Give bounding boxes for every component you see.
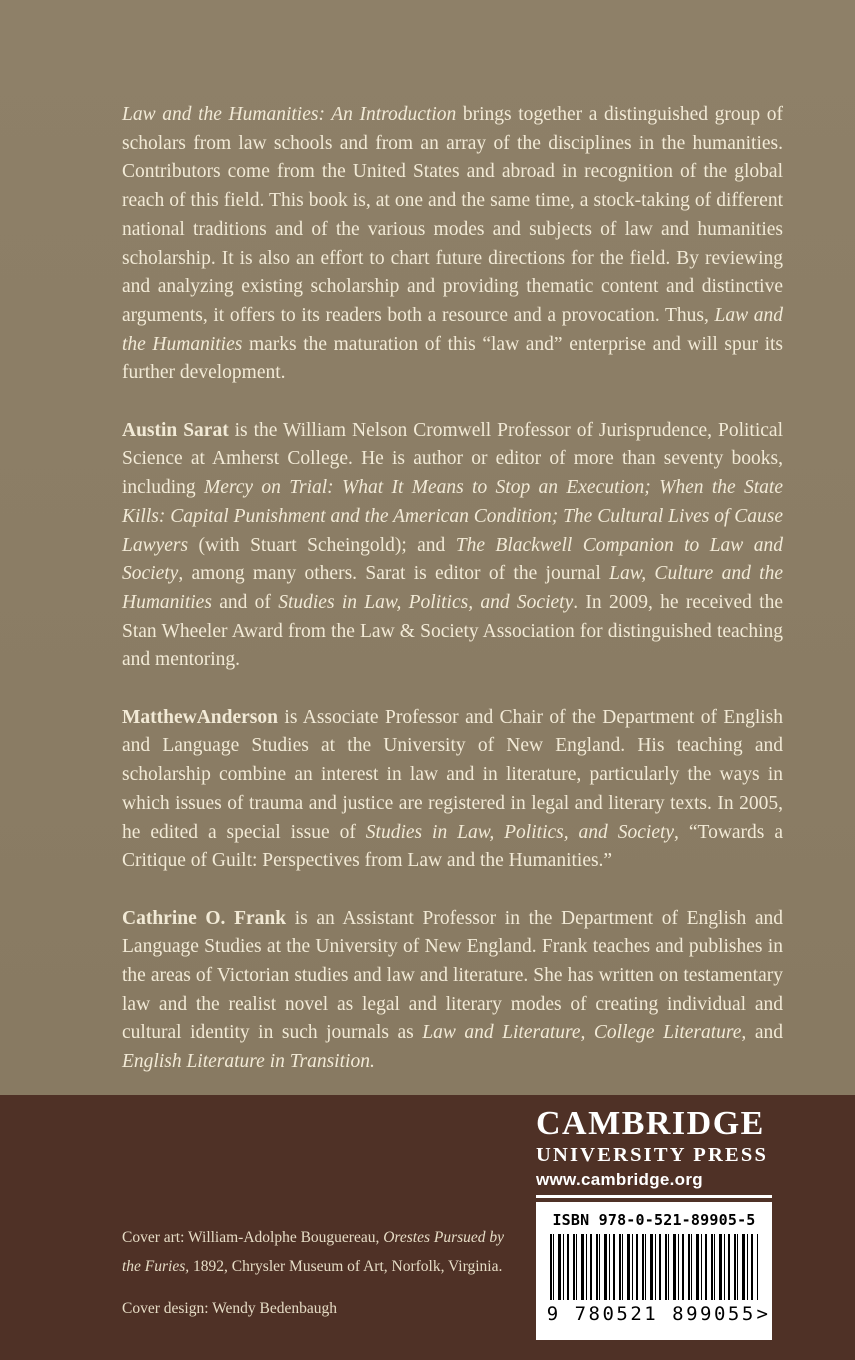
author-bio-sarat: Austin Sarat is the William Nelson Cromwell Professor of Jurisprudence, Political Science at Amherst College. He is author or editor of more than seventy books, including Mercy on Trial: What It Means to Stop an Execution; When the State Kills: Capital Punishment and the American Condition; The Cultural Lives of Cause Lawyers (with Stuart Scheingold); and The Blackwell Companion to Law and Society, among many others. Sarat is editor of the journal Law, Culture and the Humanities and of Studies in Law, Politics, and Society. In 2009, he received the Stan Wheeler Award from the Law & Society Association for distinguished teaching and mentoring. [122,419,784,671]
isbn-barcode-box [536,1202,772,1340]
barcode-graphic [550,1234,758,1300]
isbn-label: ISBN 978-0-521-89905-5 [552,1210,756,1229]
barcode-chevron: > [756,1302,768,1325]
back-cover-text-block [122,0,783,1106]
publisher-subtitle: UNIVERSITY PRESS [536,1143,769,1166]
author-bio-anderson: MatthewAnderson is Associate Professor and Chair of the Department of English and Language Studies at the University of New England. His teaching and scholarship combine an interest in law and in literature, particularly the ways in which issues of trauma and justice are registered in legal and literary texts. In 2005, he edited a special issue of Studies in Law, Politics, and Society, “Towards a Critique of Guilt: Perspectives from Law and the Humanities.” [122,706,783,872]
author-bio-frank: Cathrine O. Frank is an Assistant Professor in the Department of English and Language Studies at the University of New England. Frank teaches and publishes in the areas of Victorian studies and law and literature. She has written on testamentary law and the realist novel as legal and literary modes of creating individual and cultural identity in such journals as Law and Literature, College Literature, and English Literature in Transition. [122,907,783,1073]
publisher-band [0,1095,855,1360]
publisher-url: www.cambridge.org [536,1169,703,1189]
divider-rule [536,1195,772,1198]
isbn-digits: 9 780521 899055 [546,1302,756,1325]
synopsis-paragraph: Law and the Humanities: An Introduction brings together a distinguished group of scholars from law schools and from an array of the disciplines in the humanities. Contributors come from the United States and abroad in recognition of the global reach of this field. This book is, at one and the same time, a stock-taking of different national traditions and of the various modes and subjects of law and humanities scholarship. It is also an effort to chart future directions for the field. By reviewing and analyzing existing scholarship and providing thematic content and distinctive arguments, it offers to its readers both a resource and a provocation. Thus, Law and the Humanities marks the maturation of this “law and” enterprise and will spur its further development. [122,104,783,384]
isbn-digits-row [536,1303,772,1325]
publisher-block [536,1106,772,1340]
publisher-name: CAMBRIDGE [536,1105,765,1142]
cover-design-credit: Cover design: Wendy Bedenbaugh [122,1300,337,1317]
cover-art-credit: Cover art: William-Adolphe Bouguereau, Orestes Pursued by the Furies, 1892, Chrysler Museum of Art, Norfolk, Virginia. [122,1229,505,1275]
credits-block [122,1223,512,1323]
